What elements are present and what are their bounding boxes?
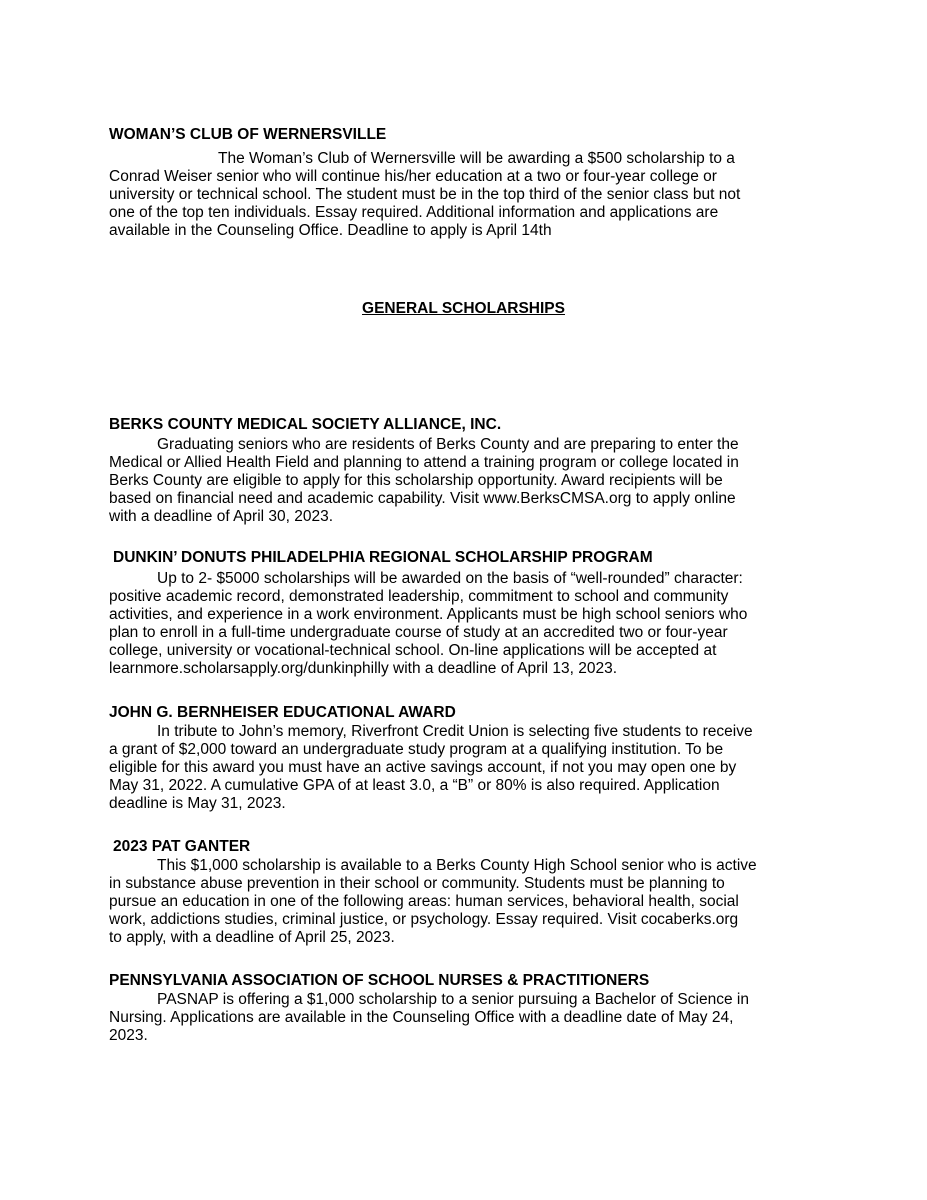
scholarship-text-line: Nursing. Applications are available in the Counseling Office with a deadline date of May 24, xyxy=(109,1009,734,1026)
section-title xyxy=(0,300,927,318)
scholarship-text-line: The Woman’s Club of Wernersville will be awarding a $500 scholarship to a xyxy=(218,150,735,167)
scholarship-title: 2023 PAT GANTER xyxy=(113,838,251,855)
scholarship-text-line: eligible for this award you must have an active savings account, if not you may open one by xyxy=(109,759,737,776)
scholarship-text-line: Conrad Weiser senior who will continue his/her education at a two or four-year college or xyxy=(109,168,717,185)
scholarship-text-line: Medical or Allied Health Field and planning to attend a training program or college located in xyxy=(109,454,739,471)
scholarship-text-line: This $1,000 scholarship is available to a Berks County High School senior who is active xyxy=(157,857,757,874)
scholarship-text-line: college, university or vocational-technical school. On-line applications will be accepted at xyxy=(109,642,717,659)
scholarship-text-line: to apply, with a deadline of April 25, 2023. xyxy=(109,929,395,946)
scholarship-text-line: In tribute to John’s memory, Riverfront Credit Union is selecting five students to receive xyxy=(157,723,753,740)
scholarship-text-line: May 31, 2022. A cumulative GPA of at least 3.0, a “B” or 80% is also required. Application xyxy=(109,777,720,794)
scholarship-text-line: positive academic record, demonstrated leadership, commitment to school and community xyxy=(109,588,729,605)
scholarship-text-line: work, addictions studies, criminal justice, or psychology. Essay required. Visit cocaberks.org xyxy=(109,911,739,928)
scholarship-text-line: Berks County are eligible to apply for this scholarship opportunity. Award recipients will be xyxy=(109,472,723,489)
section-title-text: GENERAL SCHOLARSHIPS xyxy=(362,300,565,317)
scholarship-title: WOMAN’S CLUB OF WERNERSVILLE xyxy=(109,126,387,143)
scholarship-title: DUNKIN’ DONUTS PHILADELPHIA REGIONAL SCHOLARSHIP PROGRAM xyxy=(113,549,653,566)
scholarship-title: JOHN G. BERNHEISER EDUCATIONAL AWARD xyxy=(109,704,456,721)
scholarship-text-line: university or technical school. The student must be in the top third of the senior class but not xyxy=(109,186,741,203)
scholarship-text-line: Up to 2- $5000 scholarships will be awarded on the basis of “well-rounded” character: xyxy=(157,570,743,587)
scholarship-text-line: based on financial need and academic capability. Visit www.BerksCMSA.org to apply online xyxy=(109,490,736,507)
scholarship-text-line: with a deadline of April 30, 2023. xyxy=(109,508,334,525)
scholarship-text-line: PASNAP is offering a $1,000 scholarship to a senior pursuing a Bachelor of Science in xyxy=(157,991,749,1008)
scholarship-text-line: available in the Counseling Office. Deadline to apply is April 14th xyxy=(109,222,552,239)
scholarship-text-line: learnmore.scholarsapply.org/dunkinphilly with a deadline of April 13, 2023. xyxy=(109,660,618,677)
scholarship-text-line: pursue an education in one of the following areas: human services, behavioral health, social xyxy=(109,893,739,910)
scholarship-text-line: a grant of $2,000 toward an undergraduate study program at a qualifying institution. To be xyxy=(109,741,724,758)
scholarship-text-line: one of the top ten individuals. Essay required. Additional information and applications are xyxy=(109,204,719,221)
scholarship-text-line: activities, and experience in a work environment. Applicants must be high school seniors who xyxy=(109,606,748,623)
scholarship-text-line: in substance abuse prevention in their school or community. Students must be planning to xyxy=(109,875,725,892)
scholarship-text-line: Graduating seniors who are residents of Berks County and are preparing to enter the xyxy=(157,436,739,453)
scholarship-title: PENNSYLVANIA ASSOCIATION OF SCHOOL NURSES & PRACTITIONERS xyxy=(109,972,650,989)
scholarship-text-line: deadline is May 31, 2023. xyxy=(109,795,286,812)
scholarship-text-line: 2023. xyxy=(109,1027,148,1044)
scholarship-title: BERKS COUNTY MEDICAL SOCIETY ALLIANCE, INC. xyxy=(109,416,502,433)
scholarship-text-line: plan to enroll in a full-time undergraduate course of study at an accredited two or four-year xyxy=(109,624,728,641)
